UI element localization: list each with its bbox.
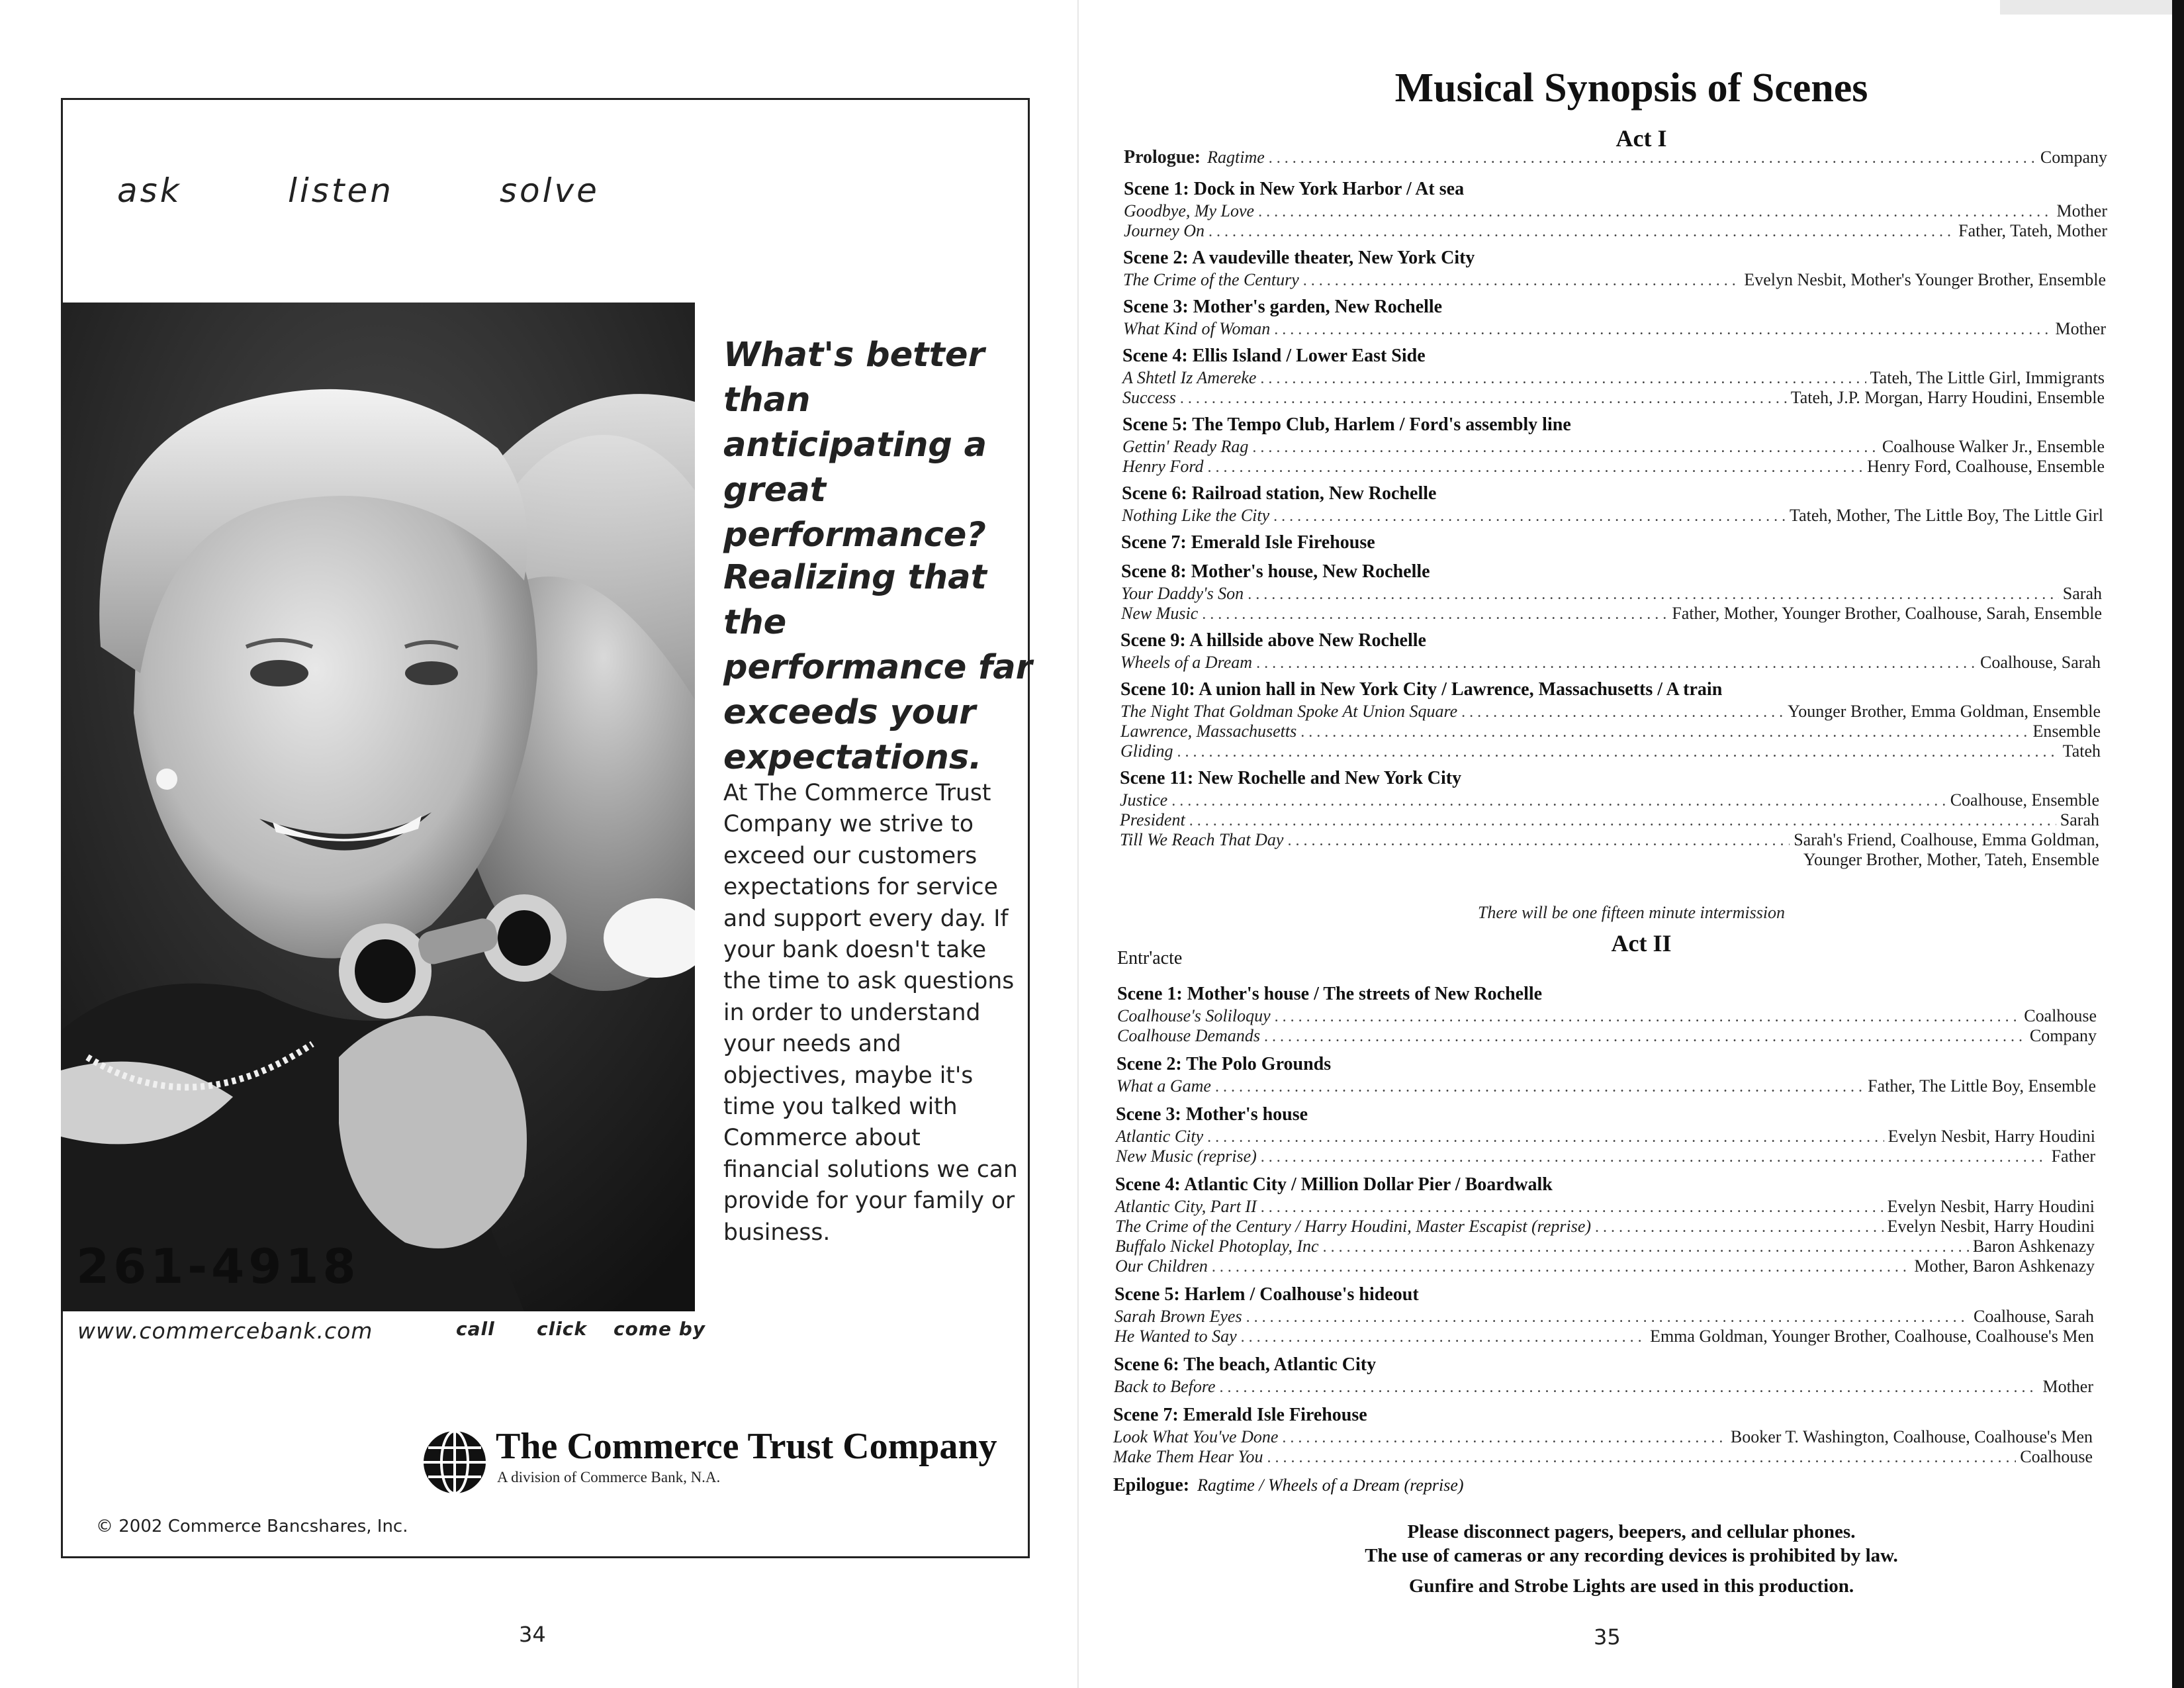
- song-row: [1117, 1006, 2097, 1026]
- song-performers: Mother: [2042, 1377, 2093, 1396]
- song-row: [1124, 201, 2107, 221]
- song-title: New Music: [1121, 604, 1199, 623]
- song-performers-continued: Younger Brother, Mother, Tateh, Ensemble: [1803, 850, 2099, 869]
- company-name: The Commerce Trust Company: [496, 1426, 997, 1467]
- song-title: Back to Before: [1114, 1377, 1216, 1396]
- song-performers: Father, Mother, Younger Brother, Coalhouse, Sarah, Ensemble: [1672, 604, 2102, 623]
- leader-dots: [1275, 1008, 2021, 1026]
- leader-dots: [1287, 832, 1790, 850]
- song-title: Goodbye, My Love: [1124, 201, 1255, 220]
- song-title: Sarah Brown Eyes: [1115, 1307, 1242, 1326]
- scene-heading: Scene 1: Mother's house / The streets of New Rochelle: [1117, 984, 1543, 1004]
- song-title: Atlantic City, Part II: [1115, 1197, 1257, 1216]
- cta-come-by: come by: [614, 1318, 706, 1340]
- company-subtitle: A division of Commerce Bank, N.A.: [497, 1469, 721, 1485]
- leader-dots: [1212, 1258, 1910, 1276]
- song-performers: Coalhouse, Sarah: [1974, 1307, 2094, 1326]
- song-performers: Evelyn Nesbit, Harry Houdini: [1887, 1217, 2095, 1236]
- leader-dots: [1180, 390, 1787, 408]
- song-title: The Crime of the Century / Harry Houdini, Master Escapist (reprise): [1115, 1217, 1592, 1236]
- page-edge: [2172, 0, 2184, 1688]
- song-row: [1124, 221, 2107, 241]
- song-title: Till We Reach That Day: [1120, 830, 1284, 849]
- leader-dots: [1595, 1219, 1884, 1237]
- leader-dots: [1207, 1129, 1884, 1147]
- song-title: Success: [1122, 388, 1176, 407]
- song-performers: Coalhouse: [2020, 1447, 2093, 1466]
- leader-dots: [1241, 1329, 1646, 1346]
- intermission-note: There will be one fifteen minute intermission: [1477, 903, 1786, 922]
- left-page: [0, 0, 1079, 1688]
- song-performers: Tateh, The Little Girl, Immigrants: [1870, 368, 2105, 387]
- leader-dots: [1300, 724, 2028, 741]
- song-performers: Sarah: [2062, 584, 2102, 603]
- epilogue-song: Ragtime / Wheels of a Dream (reprise): [1197, 1476, 1464, 1495]
- page-number-left: 34: [519, 1622, 546, 1647]
- song-row: [1122, 368, 2105, 388]
- song-title: Journey On: [1124, 221, 1205, 240]
- song-performers: Father: [2051, 1147, 2095, 1166]
- notice-gunfire: Gunfire and Strobe Lights are used in this production.: [1408, 1575, 1854, 1597]
- scene-heading: Scene 7: Emerald Isle Firehouse: [1113, 1405, 1367, 1425]
- song-row: [1122, 388, 2105, 408]
- leader-dots: [1267, 1449, 2017, 1467]
- scene-heading: Scene 9: A hillside above New Rochelle: [1120, 630, 1426, 651]
- scene-heading: Scene 10: A union hall in New York City / Lawrence, Massachusetts / A train: [1120, 679, 1723, 700]
- song-title: Gettin' Ready Rag: [1122, 437, 1249, 456]
- scene-heading: Scene 4: Ellis Island / Lower East Side: [1122, 346, 1426, 366]
- song-row: [1113, 1447, 2093, 1467]
- photo-illustration: [61, 303, 695, 1311]
- scene-heading: Scene 6: The beach, Atlantic City: [1114, 1354, 1377, 1375]
- website-link[interactable]: www.commercebank.com: [77, 1318, 373, 1344]
- tagline-listen: listen: [288, 171, 394, 210]
- leader-dots: [1269, 150, 2036, 167]
- song-row: [1115, 1327, 2094, 1346]
- leader-dots: [1202, 606, 1668, 624]
- scene-heading: Scene 6: Railroad station, New Rochelle: [1122, 483, 1437, 504]
- ad-photo: [61, 303, 695, 1311]
- scene-heading: Scene 5: The Tempo Club, Harlem / Ford's assembly line: [1122, 414, 1571, 435]
- song-title: New Music (reprise): [1116, 1147, 1257, 1166]
- ad-body-copy: At The Commerce Trust Company we strive to exceed our customers expectations for service and support every day. If your bank doesn't take the time to ask questions in order to understand your needs and objectives, maybe it's time you talked with Commerce about financial solutions we can provide for your family or business.: [723, 780, 1018, 1246]
- ad-headline-question: What's better than anticipating a great performance?: [723, 336, 987, 555]
- leader-dots: [1208, 459, 1864, 477]
- song-row: [1121, 604, 2102, 624]
- song-performers: Tateh, Mother, The Little Boy, The Little Girl: [1790, 506, 2103, 525]
- song-row: [1120, 653, 2101, 673]
- song-title: Your Daddy's Son: [1121, 584, 1244, 603]
- song-row: [1120, 722, 2101, 741]
- song-row: [1120, 790, 2099, 810]
- song-performers: Coalhouse Walker Jr., Ensemble: [1882, 437, 2105, 456]
- song-row: [1122, 506, 2103, 526]
- song-title: What a Game: [1116, 1076, 1211, 1096]
- song-performers: Company: [2029, 1026, 2097, 1045]
- song-title: Nothing Like the City: [1122, 506, 1270, 525]
- song-performers: Father, Tateh, Mother: [1958, 221, 2107, 240]
- leader-dots: [1282, 1429, 1726, 1447]
- leader-dots: [1261, 1199, 1884, 1217]
- globe-logo-icon: [422, 1429, 488, 1495]
- leader-dots: [1256, 655, 1976, 673]
- song-title: Wheels of a Dream: [1120, 653, 1253, 672]
- song-performers: Evelyn Nesbit, Harry Houdini: [1887, 1197, 2095, 1216]
- song-row: [1122, 437, 2105, 457]
- leader-dots: [1323, 1239, 1969, 1256]
- leader-dots: [1171, 792, 1946, 810]
- song-row: [1115, 1237, 2095, 1256]
- scene-heading: Scene 2: A vaudeville theater, New York City: [1123, 248, 1475, 268]
- page-edge-shade: [2000, 0, 2172, 15]
- prologue-row: [1124, 147, 2107, 168]
- song-performers: Mother, Baron Ashkenazy: [1914, 1256, 2095, 1276]
- song-performers: Coalhouse: [2024, 1006, 2097, 1025]
- song-row: [1116, 1076, 2096, 1096]
- song-title: Atlantic City: [1116, 1127, 1204, 1146]
- song-row: [1115, 1256, 2095, 1276]
- song-title: Gliding: [1120, 741, 1173, 761]
- leader-dots: [1273, 508, 1786, 526]
- leader-dots: [1274, 321, 2051, 339]
- song-performers: Tateh, J.P. Morgan, Harry Houdini, Ensemble: [1790, 388, 2105, 407]
- song-title: Make Them Hear You: [1113, 1447, 1263, 1466]
- leader-dots: [1208, 223, 1954, 241]
- song-performers: Father, The Little Boy, Ensemble: [1868, 1076, 2096, 1096]
- song-row: [1113, 1427, 2093, 1447]
- leader-dots: [1189, 812, 2056, 830]
- song-row: [1120, 810, 2099, 830]
- act-1-title: Act I: [1615, 125, 1667, 152]
- song-row: [1123, 270, 2106, 290]
- song-row: [1115, 1307, 2094, 1327]
- song-row: [1117, 1026, 2097, 1046]
- song-row: [1123, 319, 2106, 339]
- scene-heading: Scene 11: New Rochelle and New York City: [1120, 768, 1462, 788]
- song-title: He Wanted to Say: [1115, 1327, 1237, 1346]
- leader-dots: [1220, 1379, 2039, 1397]
- song-title: Coalhouse Demands: [1117, 1026, 1260, 1045]
- song-title: President: [1120, 810, 1185, 829]
- song-title: What Kind of Woman: [1123, 319, 1271, 338]
- prologue-label: Prologue:: [1124, 147, 1201, 167]
- scene-heading: Scene 2: The Polo Grounds: [1116, 1054, 1332, 1074]
- song-title: Ragtime: [1207, 148, 1265, 167]
- scene-heading: Scene 8: Mother's house, New Rochelle: [1121, 561, 1430, 582]
- song-performers: Coalhouse, Ensemble: [1950, 790, 2099, 810]
- song-performers: Mother: [2055, 319, 2106, 338]
- song-title: Buffalo Nickel Photoplay, Inc: [1115, 1237, 1319, 1256]
- song-row: [1115, 1197, 2095, 1217]
- song-performers: Ensemble: [2032, 722, 2101, 741]
- song-row: [1120, 702, 2101, 722]
- synopsis-title: Musical Synopsis of Scenes: [1394, 66, 1868, 111]
- act-2-title: Act II: [1611, 930, 1672, 957]
- song-performers: Tateh: [2062, 741, 2101, 761]
- advertisement: [61, 98, 1030, 1558]
- song-title: Our Children: [1115, 1256, 1208, 1276]
- song-performers: Younger Brother, Emma Goldman, Ensemble: [1788, 702, 2101, 721]
- song-title: Look What You've Done: [1113, 1427, 1279, 1446]
- cta-call: call: [456, 1318, 495, 1340]
- song-performers: Evelyn Nesbit, Mother's Younger Brother, Ensemble: [1744, 270, 2106, 289]
- leader-dots: [1264, 1028, 2026, 1046]
- song-performers: Booker T. Washington, Coalhouse, Coalhouse's Men: [1730, 1427, 2093, 1446]
- leader-dots: [1177, 743, 2058, 761]
- song-title: Henry Ford: [1122, 457, 1204, 476]
- song-performers: Sarah's Friend, Coalhouse, Emma Goldman,: [1794, 830, 2099, 849]
- song-row: [1121, 584, 2102, 604]
- page-number-right: 35: [1594, 1624, 1621, 1650]
- leader-dots: [1258, 203, 2052, 221]
- tagline-solve: solve: [500, 171, 600, 210]
- song-row: [1122, 457, 2105, 477]
- song-performers: Emma Goldman, Younger Brother, Coalhouse, Coalhouse's Men: [1650, 1327, 2094, 1346]
- leader-dots: [1215, 1078, 1864, 1096]
- scene-heading: Scene 5: Harlem / Coalhouse's hideout: [1115, 1284, 1419, 1305]
- leader-dots: [1252, 439, 1878, 457]
- epilogue-label: Epilogue:: [1113, 1475, 1190, 1495]
- scene-heading: Scene 1: Dock in New York Harbor / At sea: [1124, 179, 1465, 199]
- notice-pagers: Please disconnect pagers, beepers, and cellular phones.: [1407, 1521, 1856, 1542]
- right-page: [1079, 0, 2184, 1688]
- song-performers: Company: [2040, 148, 2107, 167]
- song-title: The Night That Goldman Spoke At Union Square: [1120, 702, 1458, 721]
- song-row: [1116, 1127, 2095, 1147]
- epilogue-row: [1113, 1475, 1464, 1496]
- notice-cameras: The use of cameras or any recording devices is prohibited by law.: [1365, 1545, 1898, 1566]
- song-performers: Henry Ford, Coalhouse, Ensemble: [1867, 457, 2105, 476]
- song-title: Lawrence, Massachusetts: [1120, 722, 1297, 741]
- leader-dots: [1261, 1149, 2048, 1166]
- scene-heading: Scene 4: Atlantic City / Million Dollar Pier / Boardwalk: [1115, 1174, 1553, 1195]
- song-row: [1120, 830, 2099, 850]
- song-row: [1114, 1377, 2093, 1397]
- scene-heading: Scene 7: Emerald Isle Firehouse: [1121, 532, 1375, 553]
- copyright-notice: © 2002 Commerce Bancshares, Inc.: [96, 1517, 408, 1536]
- scene-heading: Scene 3: Mother's house: [1116, 1104, 1308, 1125]
- leader-dots: [1246, 1309, 1970, 1327]
- song-row: [1116, 1147, 2095, 1166]
- song-row: [1120, 741, 2101, 761]
- song-performers: Sarah: [2060, 810, 2099, 829]
- song-title: The Crime of the Century: [1123, 270, 1299, 289]
- song-title: A Shtetl Iz Amereke: [1122, 368, 1257, 387]
- song-performers: Mother: [2056, 201, 2107, 220]
- song-performers: Baron Ashkenazy: [1972, 1237, 2095, 1256]
- phone-number[interactable]: 261-4918: [76, 1239, 360, 1294]
- song-row: [1115, 1217, 2095, 1237]
- song-title: Justice: [1120, 790, 1168, 810]
- song-title: Coalhouse's Soliloquy: [1117, 1006, 1271, 1025]
- song-performers: Coalhouse, Sarah: [1980, 653, 2101, 672]
- leader-dots: [1303, 272, 1741, 290]
- cta-click: click: [537, 1318, 588, 1340]
- leader-dots: [1461, 704, 1784, 722]
- scene-heading: Scene 3: Mother's garden, New Rochelle: [1123, 297, 1443, 317]
- ad-headline-answer: Realizing that the performance far exceeds your expectations.: [723, 558, 1032, 777]
- entracte-label: Entr'acte: [1117, 948, 1183, 968]
- leader-dots: [1248, 586, 2059, 604]
- tagline-ask: ask: [117, 171, 182, 210]
- leader-dots: [1260, 370, 1866, 388]
- song-performers: Evelyn Nesbit, Harry Houdini: [1888, 1127, 2095, 1146]
